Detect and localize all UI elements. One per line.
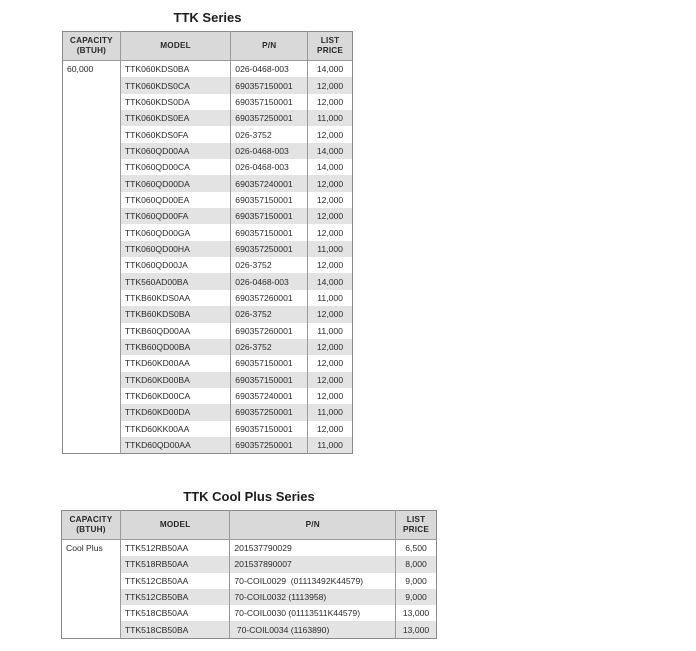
model-cell: TTK060QD00FA: [120, 208, 230, 224]
pn-cell: 690357150001: [231, 77, 308, 93]
model-cell: TTKB60QD00BA: [120, 339, 230, 355]
price-cell: 13,000: [396, 621, 437, 638]
price-cell: 6,500: [396, 540, 437, 557]
price-cell: 12,000: [308, 208, 353, 224]
price-cell: 11,000: [308, 241, 353, 257]
model-cell: TTK518CB50AA: [120, 605, 230, 621]
header-capacity: CAPACITY (BTUH): [62, 511, 121, 540]
model-cell: TTKD60KD00CA: [120, 388, 230, 404]
model-cell: TTKD60KK00AA: [120, 421, 230, 437]
model-cell: TTK512CB50AA: [120, 573, 230, 589]
price-cell: 12,000: [308, 126, 353, 142]
model-cell: TTKB60KDS0AA: [120, 290, 230, 306]
price-cell: 14,000: [308, 159, 353, 175]
price-cell: 12,000: [308, 192, 353, 208]
pn-cell: 690357240001: [231, 388, 308, 404]
price-cell: 12,000: [308, 421, 353, 437]
pn-cell: 690357150001: [231, 94, 308, 110]
price-cell: 14,000: [308, 273, 353, 289]
header-model: MODEL: [120, 511, 230, 540]
price-cell: 14,000: [308, 143, 353, 159]
model-cell: TTK512CB50BA: [120, 589, 230, 605]
model-cell: TTKD60KD00DA: [120, 404, 230, 420]
model-cell: TTKB60KDS0BA: [120, 306, 230, 322]
pn-cell: 690357150001: [231, 355, 308, 371]
model-cell: TTK060KDS0EA: [120, 110, 230, 126]
price-cell: 12,000: [308, 257, 353, 273]
price-cell: 12,000: [308, 339, 353, 355]
header-price: LIST PRICE: [396, 511, 437, 540]
ttk-cool-plus-series-body: [62, 540, 437, 639]
pn-cell: 201537790029: [230, 540, 396, 557]
table-row: [62, 540, 437, 557]
price-cell: 11,000: [308, 290, 353, 306]
header-capacity: CAPACITY (BTUH): [63, 32, 121, 61]
model-cell: TTK512RB50AA: [120, 540, 230, 557]
pn-cell: 70-COIL0034 (1163890): [230, 621, 396, 638]
pn-cell: 690357250001: [231, 437, 308, 454]
price-cell: 14,000: [308, 61, 353, 78]
model-cell: TTK060QD00JA: [120, 257, 230, 273]
model-cell: TTKD60KD00BA: [120, 372, 230, 388]
model-cell: TTKD60KD00AA: [120, 355, 230, 371]
model-cell: TTK060QD00EA: [120, 192, 230, 208]
price-cell: 12,000: [308, 372, 353, 388]
model-cell: TTK060KDS0CA: [120, 77, 230, 93]
model-cell: TTK060KDS0BA: [120, 61, 230, 78]
ttk-cool-plus-series-table: [61, 510, 437, 639]
model-cell: TTK518CB50BA: [120, 621, 230, 638]
price-cell: 9,000: [396, 573, 437, 589]
pn-cell: 026-0468-003: [231, 273, 308, 289]
header-price: LIST PRICE: [308, 32, 353, 61]
model-cell: TTK060QD00DA: [120, 175, 230, 191]
capacity-cell: Cool Plus: [62, 540, 121, 639]
header-pn: P/N: [231, 32, 308, 61]
price-cell: 11,000: [308, 323, 353, 339]
ttk-series-title: TTK Series: [173, 10, 242, 25]
pn-cell: 690357150001: [231, 421, 308, 437]
model-cell: TTK060KDS0FA: [120, 126, 230, 142]
price-cell: 12,000: [308, 355, 353, 371]
pn-cell: 026-0468-003: [231, 61, 308, 78]
pn-cell: 690357250001: [231, 110, 308, 126]
pn-cell: 690357150001: [231, 208, 308, 224]
pn-cell: 690357150001: [231, 372, 308, 388]
pn-cell: 026-3752: [231, 257, 308, 273]
price-cell: 11,000: [308, 404, 353, 420]
pn-cell: 026-3752: [231, 306, 308, 322]
model-cell: TTKB60QD00AA: [120, 323, 230, 339]
price-cell: 8,000: [396, 556, 437, 572]
pn-cell: 690357250001: [231, 241, 308, 257]
price-cell: 11,000: [308, 110, 353, 126]
table-row: [63, 61, 353, 78]
model-cell: TTK518RB50AA: [120, 556, 230, 572]
pn-cell: 690357260001: [231, 290, 308, 306]
header-pn: P/N: [230, 511, 396, 540]
pn-cell: 026-3752: [231, 126, 308, 142]
price-cell: 12,000: [308, 77, 353, 93]
ttk-series-table: [62, 31, 353, 454]
price-cell: 11,000: [308, 437, 353, 454]
price-cell: 12,000: [308, 224, 353, 240]
model-cell: TTK060QD00GA: [120, 224, 230, 240]
price-cell: 12,000: [308, 94, 353, 110]
table-header-row: [62, 511, 437, 540]
table-header-row: [63, 32, 353, 61]
pn-cell: 70-COIL0032 (1113958): [230, 589, 396, 605]
price-cell: 9,000: [396, 589, 437, 605]
model-cell: TTK060QD00CA: [120, 159, 230, 175]
ttk-series-body: [63, 61, 353, 454]
price-cell: 12,000: [308, 388, 353, 404]
pn-cell: 026-0468-003: [231, 143, 308, 159]
pn-cell: 690357260001: [231, 323, 308, 339]
pn-cell: 026-0468-003: [231, 159, 308, 175]
pn-cell: 201537890007: [230, 556, 396, 572]
pn-cell: 70-COIL0030 (01113511K44579): [230, 605, 396, 621]
model-cell: TTK060QD00HA: [120, 241, 230, 257]
header-model: MODEL: [120, 32, 230, 61]
model-cell: TTK560AD00BA: [120, 273, 230, 289]
capacity-cell: 60,000: [63, 61, 121, 454]
model-cell: TTKD60QD00AA: [120, 437, 230, 454]
pn-cell: 690357240001: [231, 175, 308, 191]
price-cell: 12,000: [308, 306, 353, 322]
model-cell: TTK060KDS0DA: [120, 94, 230, 110]
price-cell: 13,000: [396, 605, 437, 621]
pn-cell: 690357150001: [231, 192, 308, 208]
pn-cell: 70-COIL0029 (01113492K44579): [230, 573, 396, 589]
pn-cell: 690357250001: [231, 404, 308, 420]
pn-cell: 026-3752: [231, 339, 308, 355]
price-cell: 12,000: [308, 175, 353, 191]
model-cell: TTK060QD00AA: [120, 143, 230, 159]
pn-cell: 690357150001: [231, 224, 308, 240]
ttk-cool-plus-series-title: TTK Cool Plus Series: [183, 489, 315, 504]
